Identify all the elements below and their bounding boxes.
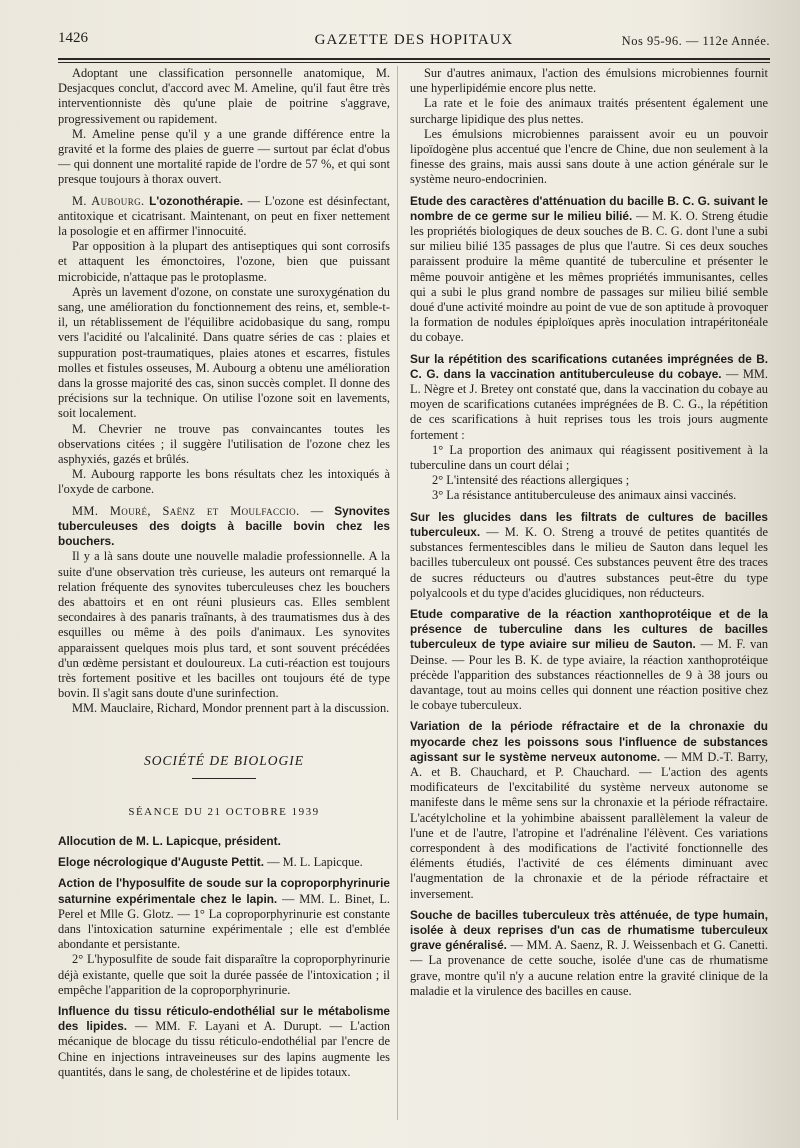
article-text: — 1° La coproporphyrinurie est constante dans l'intoxication saturnine expérimentale ; elle est d'emblée abondante et persistante.: [58, 906, 390, 952]
article-title: Influence du tissu réticulo-endothélial sur le métabolisme des lipides.: [58, 1003, 390, 1034]
page-header: [58, 28, 770, 52]
article-text: — MM D.-T. Barry, A. et B. Chauchard, et P. Chauchard. — L'action des agents modificateurs de l'excitabilité du système nerveux autonome se manifeste dans le même sens sur la chronaxie et la période réfractaire. L'acétylcholine et la yohimbine abaissent parallèlement la valeur de l'une et de l'autre, l'atropine et l'adrénaline l'élèvent. Ces variations correspondent à des modifications de l'activité fonctionnelle des éléments étudiés, l'activité de ces éléments diminuant avec l'augmentation de la chronaxie et de la période réfractaire et inversement.: [410, 749, 768, 901]
section-heading: SOCIÉTÉ DE BIOLOGIE: [144, 752, 304, 768]
article-xanthoproteique: [410, 607, 768, 713]
author-names: — MM. L. Binet, L. Perel et Mlle G. Glotz.: [58, 891, 390, 921]
paragraph: Sur d'autres animaux, l'action des émulsions microbiennes fournit une hyperlipidémie encore plus nette.: [410, 66, 768, 96]
article-title: Sur la répétition des scarifications cutanées imprégnées de B. C. G. dans la vaccination antituberculeuse du cobaye.: [410, 351, 768, 381]
article-title: Sur les glucides dans les filtrats de cultures de bacilles tuberculeux.: [410, 509, 768, 539]
article-title: Etude des caractères d'atténuation du bacille B. C. G. suivant le nombre de ce germe sur le milieu bilié.: [410, 193, 768, 223]
issue-info: Nos 95-96. — 112e Année.: [621, 34, 770, 48]
article-title: Souche de bacilles tuberculeux très atténuée, de type humain, isolée à deux reprises d'un cas de rhumatisme tuberculeux grave généralisé.: [410, 907, 768, 953]
page-number: 1426: [58, 30, 88, 46]
paragraph: M. Aubourg rapporte les bons résultats chez les intoxiqués à l'oxyde de carbone.: [58, 467, 390, 497]
author-names: — MM. L. Nègre et J. Bretey: [410, 366, 768, 397]
paragraph: MM. Mauclaire, Richard, Mondor prennent part à la discussion.: [72, 701, 390, 716]
journal-title: GAZETTE DES HOPITAUX: [314, 32, 514, 48]
paragraph: M. Chevrier ne trouve pas convaincantes toutes les observations citées ; il suggère l'utilisation de l'ozone chez les asphyxiés, gazés et brûlés.: [58, 421, 390, 467]
article-title: Eloge nécrologique d'Auguste Pettit.: [58, 855, 264, 870]
section-rule: [192, 778, 256, 779]
paragraph: La rate et le foie des animaux traités présentent également une surcharge lipidique des plus nettes.: [410, 96, 768, 126]
paragraph: 2° L'hyposulfite de soude fait disparaître la coproporphyrinurie déjà existante, quelle que soit la durée passée de l'intoxication ; il empêche l'apparition de la coproporphyrinurie.: [58, 952, 390, 997]
author-names: — MM. F. Layani et A. Durupt.: [134, 1019, 322, 1034]
paragraph: Après un lavement d'ozone, on constate une suroxygénation du sang, une amélioration du fonctionnement des reins, et, semble-t-il, un rétablissement de l'équilibre acidobasique du sang, rompu vers l'acidité ou l'alcalinité. Dans quatre séries de cas : plaies et suppuration post-traumatiques, plaies atones et escarres, fistules molles et fistules osseuses, M. Aubourg a obtenu une amélioration dans la grosse majorité des cas, sinon succès complet. Il donne des précisions sur la technique. On utilise l'ozone soit en lavements, soit localement.: [58, 284, 390, 421]
paragraph: Il y a là sans doute une nouvelle maladie professionnelle. A la suite d'une observation très curieuse, les auteurs ont remarqué la relation fréquente des synovites tuberculeuses chez les bouchers des abattoirs et en ont réuni plusieurs cas. Elles semblent secondaires à des panaris traînants, à des traumatismes dus à des esquilles ou même à des poils d'animaux. Les synovites apparaissent quelques mois plus tard, et sont souvent précédées d'un œdème persistant et douloureux. La cuti-réaction est toujours très fortement positive et les bacilles ont toujours été de type bovin. Il s'agit sans doute d'une surinfection.: [58, 549, 390, 701]
article-eloge: [58, 855, 390, 870]
numbered-list: [410, 443, 768, 504]
article-text: — L'ozone est désinfectant, antitoxique et cicatrisant. Maintenant, on peut en fixer nettement la posologie et en affirmer l'innocuité.: [58, 193, 390, 239]
author-names: — M. L. Lapicque.: [267, 855, 363, 870]
article-glucides: [410, 510, 768, 601]
article-chronaxie: [410, 719, 768, 901]
article-text: — M. K. O. Streng a trouvé de petites quantités de substances fermentescibles dans le milieu de Sauton dans lequel les bacilles tuberculeux ont poussé. Ces substances peuvent être des traces de sucres réducteurs ou d'autres substances peut-être du type polyalcools et du type d'acides glucidiques, non réducteurs.: [410, 524, 768, 600]
article-souche: [410, 908, 768, 999]
paragraph: M. Ameline pense qu'il y a une grande différence entre la gravité et la forme des plaies de guerre — surtout par éclat d'obus — qui donnent une mortalité rapide de l'ordre de 57 %, et qui sont presque toujours à thorax ouvert.: [58, 126, 390, 187]
article-bcg-bilie: [410, 194, 768, 346]
article-title: Action de l'hyposulfite de soude sur la coproporphyrinurie saturnine expérimentale chez le lapin.: [58, 876, 390, 906]
article-title: Synovites tuberculeuses des doigts à bacille bovin chez les bouchers.: [58, 503, 390, 549]
article-synovites: MM. Mouré, Saënz et Moulfaccio. — Synovites tuberculeuses des doigts à bacille bovin chez les bouchers.: [58, 503, 390, 549]
paragraph: Par opposition à la plupart des antiseptiques qui sont corrosifs et attaquent les émonctoires, l'ozone, bien que puissant microbicide, n'attaque pas le protoplasme.: [58, 239, 390, 284]
article-text: — M. K. O. Streng étudie les propriétés biologiques de deux souches de B. C. G. dont l'une a subi sur milieu bilié 135 passages de plus que l'autre. Si ces deux souches paraissent produire la même quantité de tuberculine et présenter le même pouvoir antigène et les mêmes propriétés immunisantes, celles qui a subi le plus grand nombre de passages sur milieu bilié semble doué d'une activité moindre au point de vue de son aptitude à provoquer la formation de nodules épiploïques après inoculation intrapéritonéale du cobaye.: [410, 208, 768, 345]
article-text: — L'action mécanique de blocage du tissu réticulo-endothélial par l'encre de Chine en injections intraveineuses sur des lapins augmente les quantités, dans le sang, de cholestérine et de lipides totaux.: [58, 1019, 390, 1079]
article-title: L'ozonothérapie.: [149, 193, 244, 208]
right-column: [410, 66, 768, 999]
article-text: ont constaté que, dans la vaccination du cobaye au moyen de scarifications cutanées imprégnées de B. C. G., la répétition de ces scarifications à huit reprises tous les trois jours augmente fortement :: [410, 382, 768, 442]
article-title: Variation de la période réfractaire et de la chronaxie du myocarde chez les poissons sous l'influence de substances agissant sur le système nerveux autonome.: [410, 719, 768, 764]
article-text: — M. F. van Deinse. — Pour les B. K. de type aviaire, la réaction xanthoprotéique précède l'apparition des substances réactionnelles de 9 à 38 jours ou davantage, tout au moins celles qui donnent une réaction positive chez le cobaye tuberculeux.: [410, 637, 769, 713]
header-rule-thin: [58, 62, 770, 63]
left-column: [58, 66, 390, 1080]
header-rule: [58, 58, 770, 60]
article-ozone: [58, 194, 390, 240]
author-names: M. Aubourg.: [72, 193, 145, 208]
article-title: Etude comparative de la réaction xanthoprotéique et de la présence de tuberculine dans les cultures de bacilles tuberculeux de type aviaire sur milieu de Sauton.: [410, 606, 768, 652]
article-influence: [58, 1004, 390, 1080]
paragraph: Les émulsions microbiennes paraissent avoir eu un pouvoir lipoïdogène plus accentué que l'encre de Chine, due non seulement à la finesse des grains, mais aussi sans doute à une action générale sur le système neuro-endocrinien.: [410, 126, 768, 187]
author-names: MM. Mouré, Saënz et Moulfaccio.: [72, 503, 300, 518]
column-divider: [397, 66, 398, 1120]
list-item: 2° L'intensité des réactions allergiques ;: [432, 473, 630, 488]
article-scarifications: [410, 352, 768, 443]
article-title: Allocution de M. L. Lapicque, président.: [58, 833, 281, 848]
list-item: 1° La proportion des animaux qui réagissent positivement à la tuberculine dans un court délai ;: [410, 442, 768, 473]
article-hyposulfite: [58, 876, 390, 952]
list-item: 3° La résistance antituberculeuse des animaux ainsi vaccinés.: [432, 488, 737, 503]
session-date: SÉANCE DU 21 OCTOBRE 1939: [128, 805, 320, 818]
paragraph: Adoptant une classification personnelle anatomique, M. Desjacques conclut, d'accord avec M. Ameline, qu'il faut être très interventionniste dès qu'une plaie de poitrine s'aggrave, progressivement ou rapidement.: [58, 66, 390, 126]
article-text: — MM. A. Saenz, R. J. Weissenbach et G. Canetti. — La provenance de cette souche, isolée d'une cas de rhumatisme grave, montre qu'il n'y a aucune relation entre la gravité clinique de la maladie et la virulence des bacilles en cause.: [410, 938, 768, 998]
